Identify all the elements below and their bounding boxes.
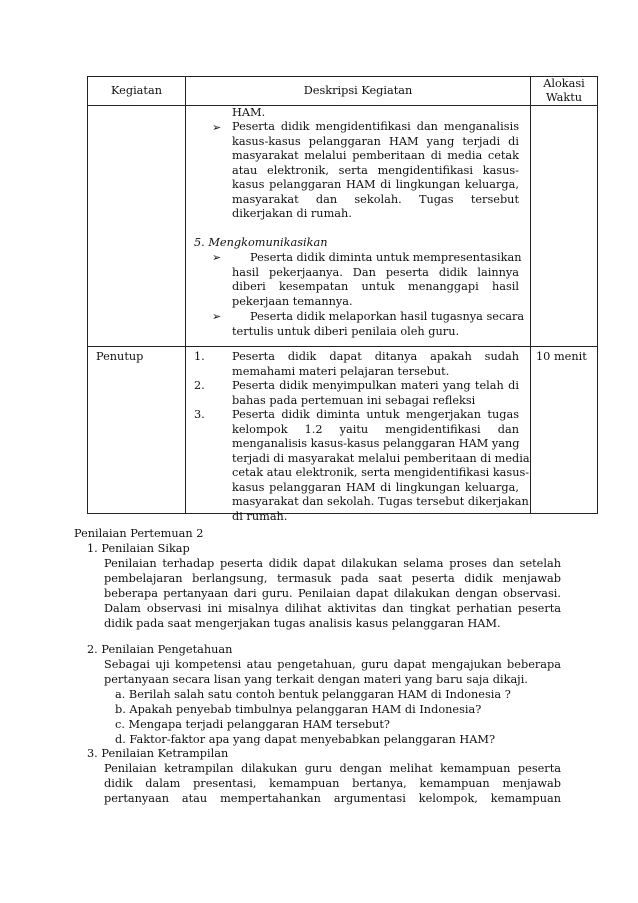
penilaian-ketrampilan-title: 3. Penilaian Ketrampilan (87, 747, 229, 760)
arrow-bullet-icon: ➢ (212, 310, 222, 323)
penutup-item-3: Peserta didik diminta untuk mengerjakan tugas kelompok 1.2 yaitu mengidentifikasi dan menganalisis kasus-kasus pelanggaran HAM yang terjadi di masyarakat melalui pemberitaan di media cetak atau elektronik, serta mengidentifikasi kasus- kasus pelanggaran HAM di lingkungan keluarga, masyarakat dan sekolah. Tugas tersebut dikerjakan di rumah. (232, 408, 530, 523)
table-row-continued (88, 106, 598, 347)
penilaian-pengetahuan-body: Sebagai uji kompetensi atau pengetahuan, guru dapat mengajukan beberapa pertanyaan secara lisan yang terkait dengan materi yang baru saja dikaji. (104, 658, 561, 686)
penilaian-sikap-title: 1. Penilaian Sikap (87, 542, 190, 555)
penilaian-sikap-body: Penilaian terhadap peserta didik dapat dilakukan selama proses dan setelah pembelajaran berlangsung, termasuk pada saat peserta didik menjawab beberapa pertanyaan dari guru. Penilaian dapat dilakukan dengan observasi. Dalam observasi ini misalnya dilihat aktivitas dan tingkat perhatian peserta didik pada saat mengerjakan tugas analisis kasus pelanggaran HAM. (104, 557, 561, 630)
bullet-paragraph: Peserta didik mengidentifikasi dan menganalisis kasus-kasus pelanggaran HAM yang terjadi di masyarakat melalui pemberitaan di media cetak atau elektronik, serta mengidentifikasi kasus- kasus pelanggaran HAM di lingkungan keluarga, masyarakat dan sekolah. Tugas tersebut dikerjakan di rumah. (232, 120, 519, 220)
penutup-item-2: Peserta didik menyimpulkan materi yang telah di bahas pada pertemuan ini sebagai refleksi (232, 379, 519, 407)
waktu-penutup: 10 menit (536, 350, 587, 363)
lesson-table (87, 76, 598, 523)
table-header-row (88, 77, 598, 106)
penutup-item-1: Peserta didik dapat ditanya apakah sudah memahami materi pelajaran tersebut. (232, 350, 519, 378)
kegiatan-penutup: Penutup (96, 350, 144, 363)
pertanyaan-list (115, 687, 511, 747)
table-row-penutup: Penutup 1. Peserta didik dapat ditanya apakah sudah memahami materi pelajaran tersebut. 2. Peserta didik menyimpulkan materi yang telah di bahas pada pertemuan ini sebagai refleksi 3. Peserta didik diminta untuk mengerjakan tugas kelompok 1.2 yaitu mengidentifikasi dan menganalisis kasus-kasus pelanggaran HAM yang terjadi di masyarakat melalui pemberitaan di media cetak atau elektronik, serta mengidentifikasi kasus- kasus pelanggaran HAM di lingkungan keluarga, masyarakat dan sekolah. Tugas tersebut dikerjakan di rumah. 10 menit (88, 347, 598, 514)
header-kegiatan: Kegiatan (88, 77, 186, 106)
penilaian-pengetahuan-title: 2. Penilaian Pengetahuan (87, 643, 233, 656)
penilaian-ketrampilan-body: Penilaian ketrampilan dilakukan guru dengan melihat kemampuan peserta didik dalam presentasi, kemampuan bertanya, kemampuan menjawab pertanyaan atau mempertahankan argumentasi kelompok, kemampuan (104, 762, 561, 805)
mengkomunikasikan-heading: 5. Mengkomunikasikan (194, 236, 328, 249)
arrow-bullet-icon: ➢ (212, 121, 222, 134)
list-item: b. Apakah penyebab timbulnya pelanggaran HAM di Indonesia? (115, 703, 482, 716)
bullet-paragraph: Peserta didik diminta untuk mempresentasikan hasil pekerjaanya. Dan peserta didik lainnya diberi kesempatan untuk menanggapi hasil pekerjaan temannya. (232, 251, 522, 308)
header-alokasi-waktu: Alokasi Waktu (531, 77, 598, 106)
list-item: d. Faktor-faktor apa yang dapat menyebabkan pelanggaran HAM? (115, 733, 496, 746)
arrow-bullet-icon: ➢ (212, 251, 222, 264)
list-item: a. Berilah salah satu contoh bentuk pelanggaran HAM di Indonesia ? (115, 688, 511, 701)
list-item: c. Mengapa terjadi pelanggaran HAM tersebut? (115, 718, 390, 731)
lead-text: HAM. (232, 106, 266, 119)
bullet-paragraph: Peserta didik melaporkan hasil tugasnya secara tertulis untuk diberi penilaia oleh guru. (232, 310, 525, 338)
header-deskripsi: Deskripsi Kegiatan (186, 77, 531, 106)
penilaian-title: Penilaian Pertemuan 2 (74, 527, 204, 540)
